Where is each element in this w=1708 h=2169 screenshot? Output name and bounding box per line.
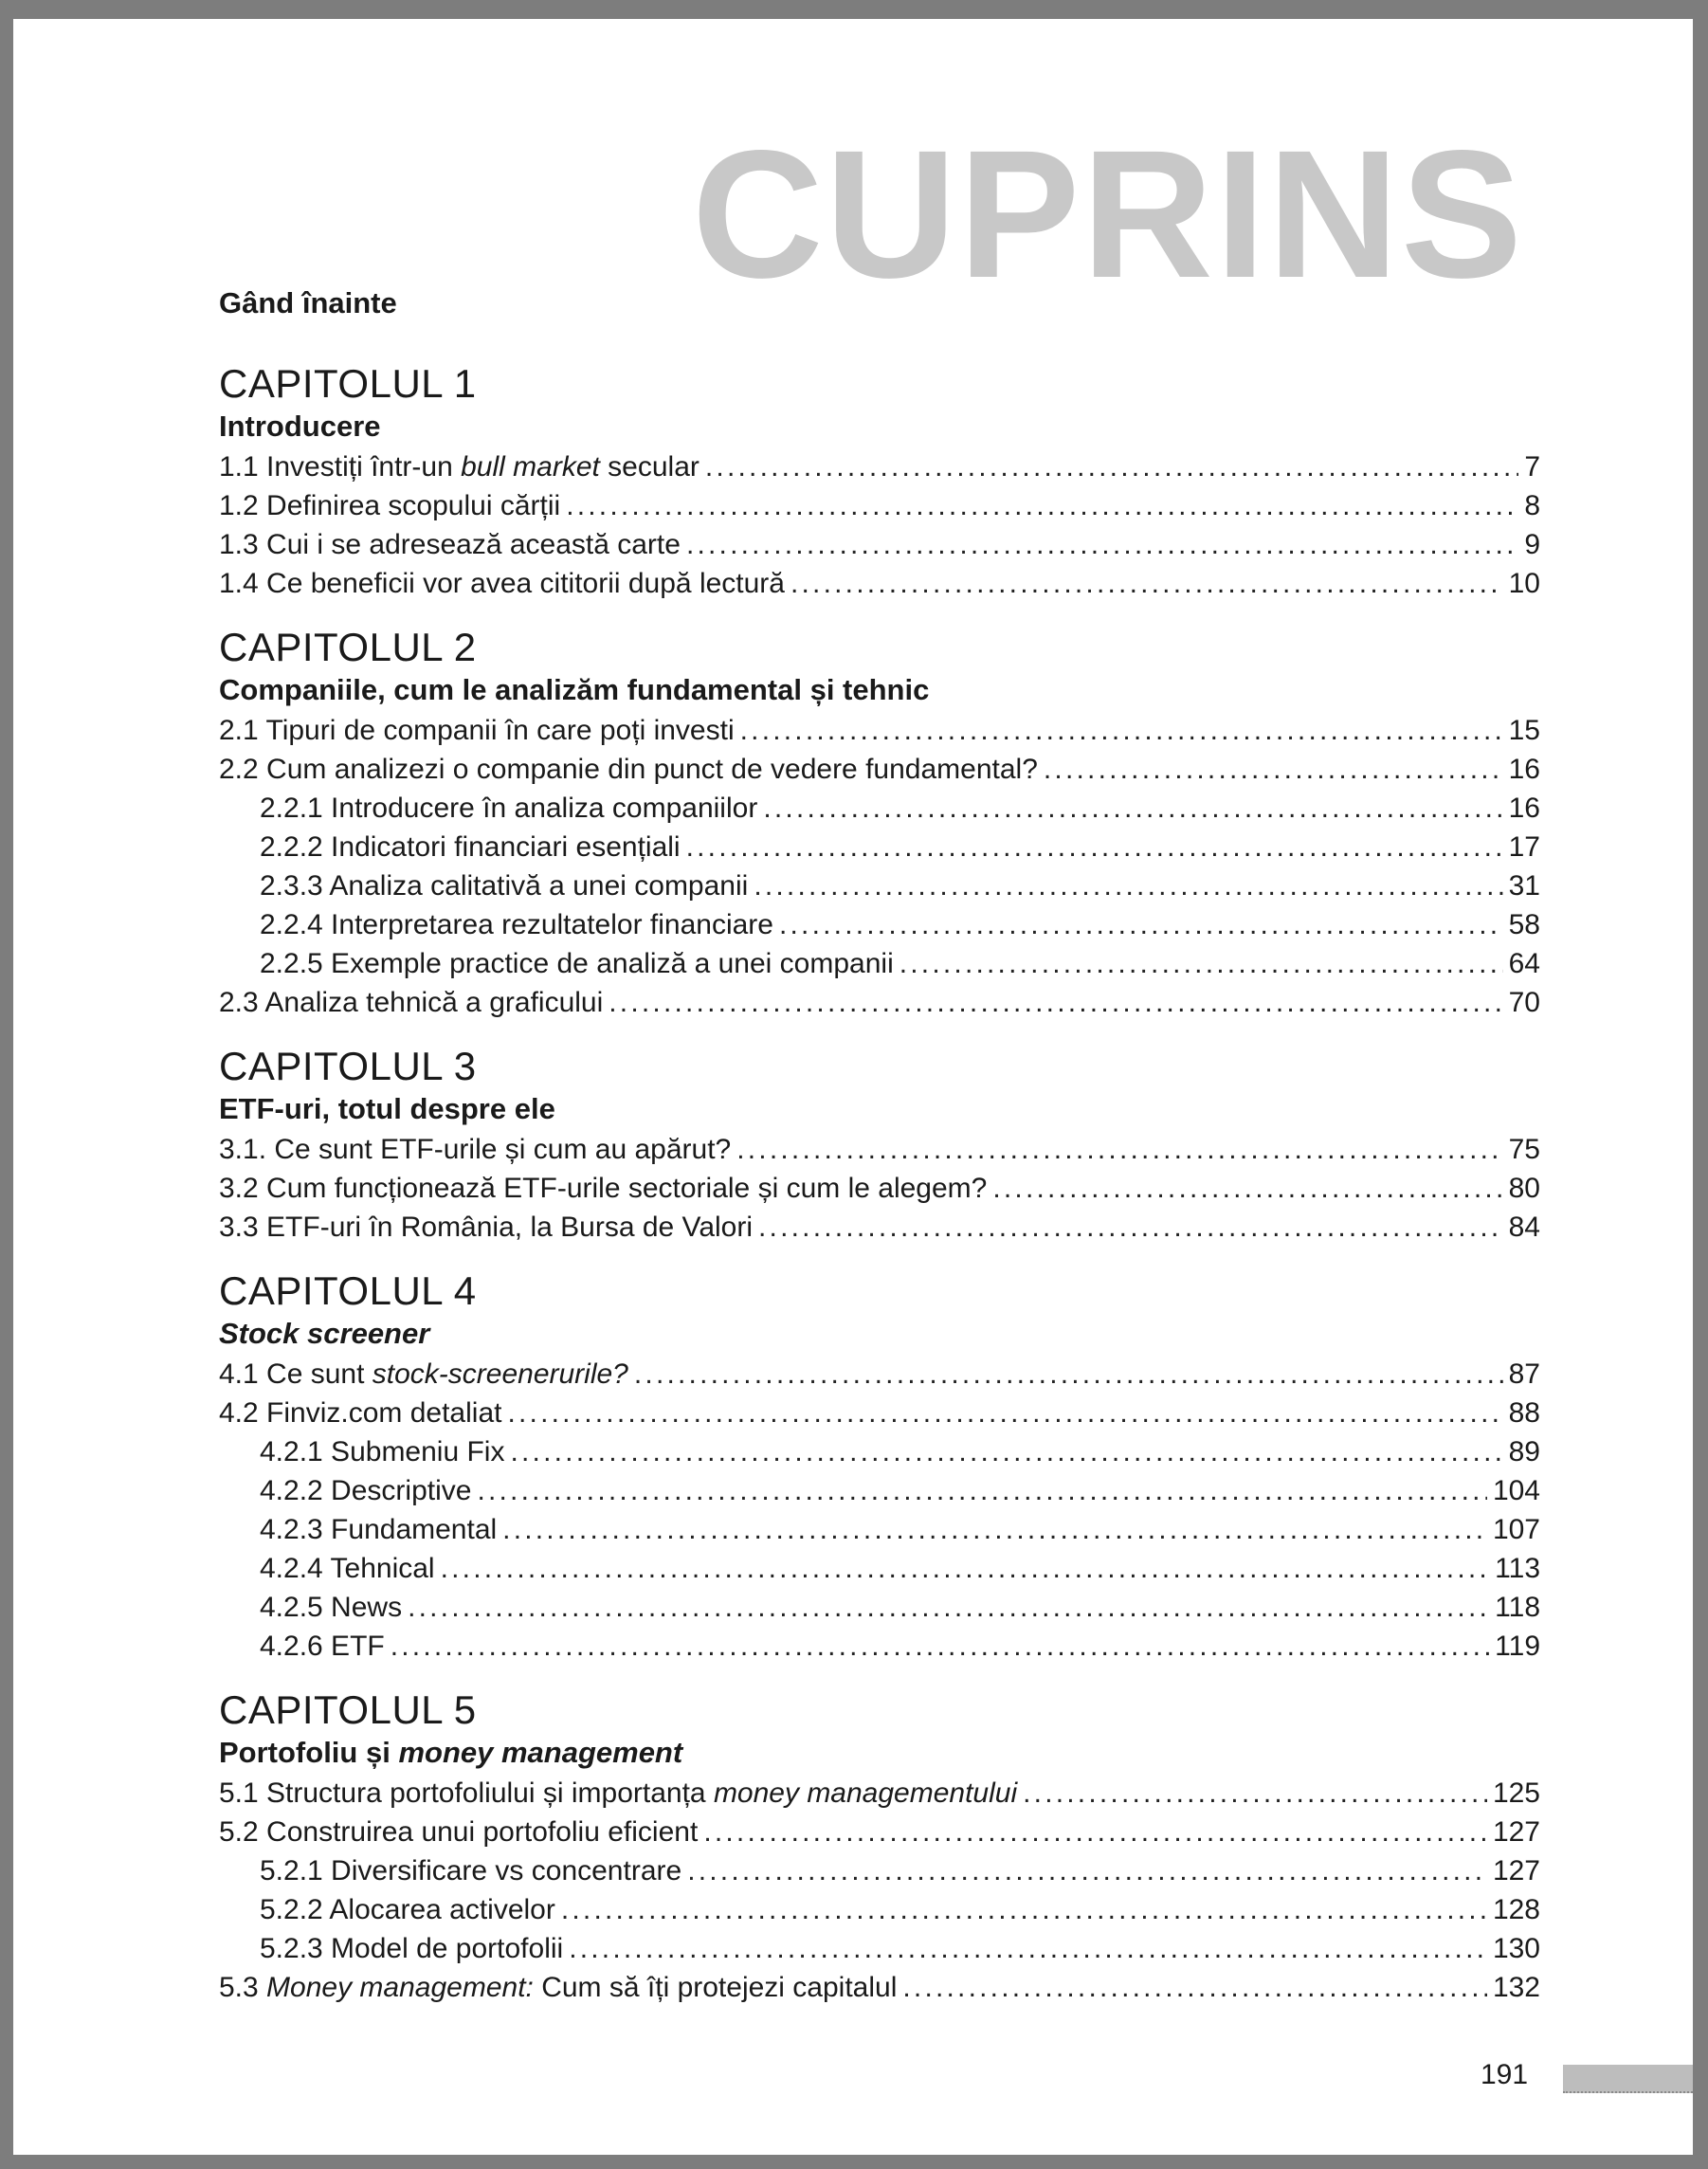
entry-page-number: 107 (1492, 1514, 1540, 1545)
chapter-1 (219, 360, 1540, 603)
dot-leader (736, 1130, 1502, 1169)
chapter-label: CAPITOLUL 5 (219, 1687, 477, 1732)
entry-page-number: 84 (1508, 1212, 1540, 1243)
entry-title-pre: 5.1 Structura portofoliului și importanța (219, 1777, 714, 1809)
dot-leader (477, 1471, 1487, 1510)
entry-title (219, 486, 560, 525)
entry-title (260, 1929, 563, 1968)
entry-title-pre: 2.1 Tipuri de companii în care poți investi (219, 715, 735, 746)
dot-leader (561, 1890, 1487, 1929)
dot-leader (569, 1929, 1487, 1968)
entry-page-number: 130 (1492, 1933, 1540, 1964)
toc-subentry (219, 1851, 1540, 1890)
dot-leader (754, 866, 1502, 905)
entry-title (260, 1588, 402, 1627)
entry-title (260, 1851, 681, 1890)
entry-title-it: money managementului (713, 1777, 1018, 1809)
entry-title (219, 1968, 897, 2007)
toc-subentry (219, 1471, 1540, 1510)
book-page (13, 19, 1693, 2155)
entry-title-pre: 2.2.2 Indicatori financiari esențiali (260, 831, 681, 863)
entry-title (260, 1627, 385, 1666)
entry-title-it: Money management: (266, 1972, 534, 2003)
entry-title-pre: 5.2 Construirea unui portofoliu eficient (219, 1816, 699, 1848)
entry-title-pre: 1.4 Ce beneficii vor avea cititorii după lectură (219, 568, 785, 599)
entry-page-number: 89 (1508, 1436, 1540, 1467)
entry-page-number: 127 (1492, 1855, 1540, 1886)
chapter-title (219, 408, 1540, 446)
entry-title (260, 905, 773, 944)
chapter-title (219, 671, 1540, 709)
entry-title (219, 711, 735, 750)
dot-leader (899, 944, 1503, 983)
dot-leader (408, 1588, 1489, 1627)
entry-page-number: 132 (1492, 1972, 1540, 2003)
toc-entry (219, 711, 1540, 750)
entry-title-post: Cum să îți protejezi capitalul (533, 1972, 898, 2003)
entry-title-pre: 2.3.3 Analiza calitativă a unei companii (260, 870, 749, 902)
entry-title-pre: 3.3 ETF-uri în România, la Bursa de Valori (219, 1212, 754, 1243)
entry-title-pre: 3.2 Cum funcționează ETF-urile sectoriale și cum le alegem? (219, 1173, 988, 1204)
entry-page-number: 64 (1508, 948, 1540, 979)
foreword-heading: Gând înainte (219, 286, 397, 319)
dot-leader (510, 1432, 1502, 1471)
dot-leader (566, 486, 1518, 525)
dot-leader (502, 1510, 1487, 1549)
entry-page-number: 113 (1495, 1553, 1540, 1584)
entry-page-number: 75 (1508, 1134, 1540, 1165)
entry-title (219, 447, 700, 486)
chapter-5 (219, 1686, 1540, 2007)
toc-subentry (219, 1588, 1540, 1627)
entry-title (260, 1510, 497, 1549)
chapter-2 (219, 624, 1540, 1022)
entry-title (219, 1774, 1017, 1813)
entry-title (219, 1169, 987, 1208)
toc-entry (219, 1968, 1540, 2007)
toc-entry (219, 750, 1540, 789)
entry-title (260, 1471, 471, 1510)
dot-leader (740, 711, 1503, 750)
chapter-title-text: Companiile, cum le analizăm fundamental și tehnic (219, 673, 930, 706)
entry-page-number: 9 (1524, 529, 1540, 560)
chapter-title-italic: money management (398, 1736, 683, 1769)
dot-leader (703, 1813, 1487, 1851)
entry-title (219, 983, 603, 1022)
entry-page-number: 31 (1508, 870, 1540, 902)
toc-subentry (219, 1510, 1540, 1549)
dot-leader (391, 1627, 1489, 1666)
entry-title-pre: 3.1. Ce sunt ETF-urile și cum au apărut? (219, 1134, 732, 1165)
chapter-label: CAPITOLUL 1 (219, 361, 477, 406)
dot-leader (441, 1549, 1490, 1588)
entry-title (219, 1208, 753, 1247)
entry-title-pre: 4.2.2 Descriptive (260, 1475, 472, 1506)
entry-title-pre: 2.2.1 Introducere în analiza companiilor (260, 793, 758, 824)
entry-page-number: 119 (1495, 1631, 1540, 1662)
page-number: 191 (1481, 2059, 1529, 2090)
entry-title-pre: 2.2.4 Interpretarea rezultatelor financiare (260, 909, 773, 940)
entry-title (219, 1130, 731, 1169)
toc-subentry (219, 789, 1540, 828)
toc-entry (219, 447, 1540, 486)
entry-title-pre: 4.2.3 Fundamental (260, 1514, 498, 1545)
entry-page-number: 104 (1492, 1475, 1540, 1506)
toc-subentry (219, 1627, 1540, 1666)
chapter-title-italic: Stock screener (219, 1317, 430, 1350)
entry-title (260, 1549, 435, 1588)
entry-title (219, 525, 681, 564)
dot-leader (686, 828, 1503, 866)
entry-page-number: 16 (1508, 793, 1540, 824)
dot-leader (1044, 750, 1503, 789)
entry-page-number: 7 (1524, 451, 1540, 483)
chapter-label: CAPITOLUL 4 (219, 1268, 477, 1313)
toc-subentry (219, 1929, 1540, 1968)
entry-page-number: 125 (1492, 1777, 1540, 1809)
entry-title-it: bull market (461, 451, 600, 483)
entry-page-number: 88 (1508, 1397, 1540, 1429)
dot-leader (902, 1968, 1487, 2007)
entry-page-number: 16 (1508, 754, 1540, 785)
entry-title-pre: 5.2.2 Alocarea activelor (260, 1894, 555, 1925)
dot-leader (1023, 1774, 1487, 1813)
entry-page-number: 8 (1524, 490, 1540, 521)
table-of-contents (219, 286, 1540, 2028)
entry-title (219, 1813, 698, 1851)
chapter-title (219, 1090, 1540, 1128)
toc-entry (219, 564, 1540, 603)
page-title: CUPRINS (691, 112, 1524, 316)
entry-title-pre: 4.2.4 Tehnical (260, 1553, 435, 1584)
entry-title-pre: 2.3 Analiza tehnică a graficului (219, 987, 604, 1018)
entry-title-pre: 4.1 Ce sunt (219, 1358, 372, 1390)
dot-leader (763, 789, 1502, 828)
entry-title-pre: 2.2 Cum analizezi o companie din punct de vedere fundamental? (219, 754, 1038, 785)
dot-leader (609, 983, 1502, 1022)
toc-entry (219, 1130, 1540, 1169)
entry-title-pre: 4.2.1 Submeniu Fix (260, 1436, 505, 1467)
chapter-label: CAPITOLUL 3 (219, 1044, 477, 1088)
entry-title-post: secular (599, 451, 700, 483)
entry-title-pre: 4.2 Finviz.com detaliat (219, 1397, 502, 1429)
chapter-title (219, 1734, 1540, 1772)
dot-leader (686, 525, 1518, 564)
chapter-title-text: ETF-uri, totul despre ele (219, 1092, 555, 1125)
toc-subentry (219, 1432, 1540, 1471)
toc-entry (219, 1813, 1540, 1851)
chapter-title-text: Introducere (219, 410, 381, 443)
entry-page-number: 87 (1508, 1358, 1540, 1390)
toc-entry (219, 983, 1540, 1022)
entry-page-number: 118 (1495, 1592, 1540, 1623)
entry-title-pre: 1.3 Cui i se adresează această carte (219, 529, 681, 560)
dot-leader (634, 1355, 1503, 1394)
dot-leader (705, 447, 1518, 486)
footer-decoration-bar (1563, 2065, 1693, 2093)
entry-title-pre: 5.3 (219, 1972, 267, 2003)
toc-subentry (219, 1890, 1540, 1929)
toc-entry (219, 1774, 1540, 1813)
toc-entry (219, 1169, 1540, 1208)
entry-title (260, 866, 748, 905)
entry-title-pre: 4.2.6 ETF (260, 1631, 385, 1662)
dot-leader (758, 1208, 1503, 1247)
entry-title (219, 564, 785, 603)
chapter-title-text: Portofoliu și (219, 1736, 399, 1769)
entry-title (219, 750, 1038, 789)
chapter-3 (219, 1043, 1540, 1247)
dot-leader (687, 1851, 1487, 1890)
dot-leader (790, 564, 1503, 603)
toc-subentry (219, 905, 1540, 944)
dot-leader (992, 1169, 1502, 1208)
entry-title (260, 828, 681, 866)
entry-page-number: 70 (1508, 987, 1540, 1018)
entry-page-number: 58 (1508, 909, 1540, 940)
entry-page-number: 10 (1508, 568, 1540, 599)
entry-title (219, 1355, 628, 1394)
entry-title (260, 1890, 555, 1929)
entry-title (260, 789, 757, 828)
chapter-label: CAPITOLUL 2 (219, 625, 477, 669)
entry-title-pre: 2.2.5 Exemple practice de analiză a unei companii (260, 948, 894, 979)
toc-entry (219, 1208, 1540, 1247)
chapter-title (219, 1315, 1540, 1353)
entry-title-pre: 5.2.3 Model de portofolii (260, 1933, 564, 1964)
dot-leader (507, 1394, 1502, 1432)
entry-title (219, 1394, 501, 1432)
entry-title-pre: 1.1 Investiți într-un (219, 451, 462, 483)
entry-title-pre: 4.2.5 News (260, 1592, 403, 1623)
chapters-list (219, 360, 1540, 2007)
toc-entry (219, 1394, 1540, 1432)
entry-page-number: 128 (1492, 1894, 1540, 1925)
toc-subentry (219, 828, 1540, 866)
chapter-4 (219, 1267, 1540, 1666)
dot-leader (779, 905, 1503, 944)
entry-title-pre: 1.2 Definirea scopului cărții (219, 490, 561, 521)
toc-subentry (219, 866, 1540, 905)
entry-page-number: 80 (1508, 1173, 1540, 1204)
entry-page-number: 17 (1508, 831, 1540, 863)
toc-subentry (219, 944, 1540, 983)
entry-page-number: 127 (1492, 1816, 1540, 1848)
toc-subentry (219, 1549, 1540, 1588)
entry-title (260, 944, 894, 983)
entry-title-it: stock-screenerurile? (372, 1358, 628, 1390)
toc-entry (219, 525, 1540, 564)
entry-title-pre: 5.2.1 Diversificare vs concentrare (260, 1855, 682, 1886)
entry-page-number: 15 (1508, 715, 1540, 746)
toc-entry (219, 1355, 1540, 1394)
toc-entry (219, 486, 1540, 525)
entry-title (260, 1432, 504, 1471)
